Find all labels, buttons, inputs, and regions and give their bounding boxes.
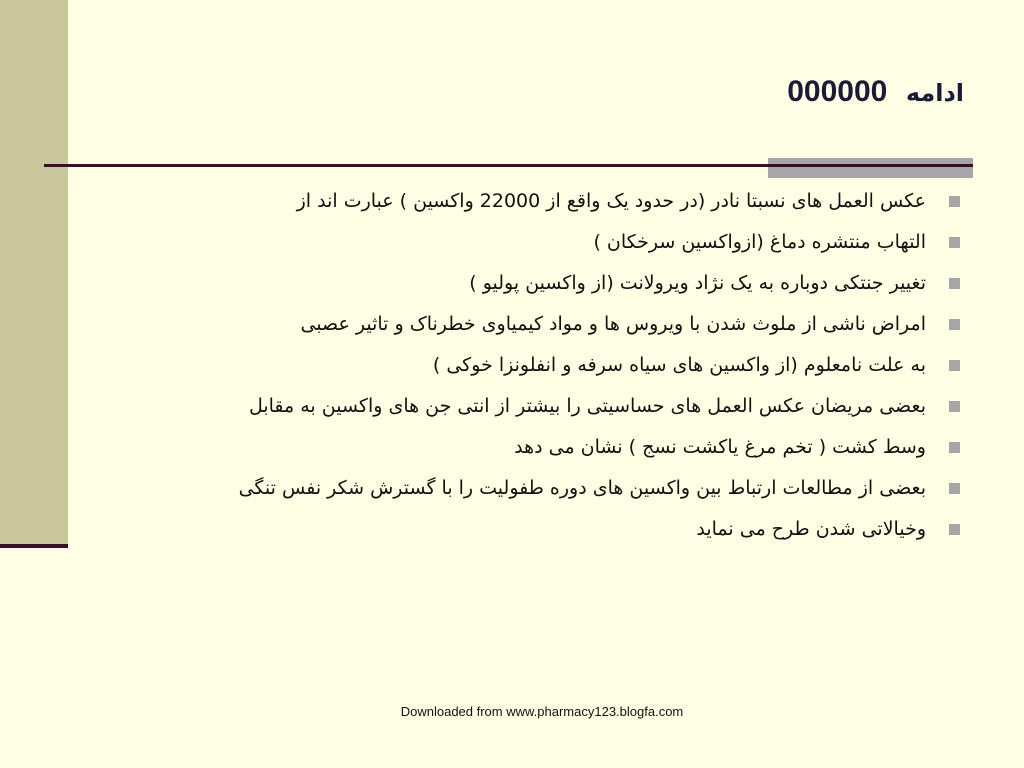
bullet-item (239, 509, 966, 550)
bullet-item (239, 468, 966, 509)
square-bullet-icon (949, 442, 960, 453)
square-bullet-icon (949, 360, 960, 371)
bullet-text: بعضی از مطالعات ارتباط بین واکسین های دوره طفولیت را با گسترش شکر نفس تنگی (238, 477, 926, 499)
left-decorative-band (0, 0, 68, 548)
square-bullet-icon (949, 319, 960, 330)
slide-title (787, 74, 964, 109)
square-bullet-icon (949, 524, 960, 535)
slide-title-number: 000000 (787, 75, 888, 108)
bullet-text: تغییر جنتکی دوباره به یک نژاد ویرولانت (از واکسین پولیو ) (469, 272, 926, 294)
bullet-text: امراض ناشی از ملوث شدن با ویروس ها و مواد کیمیاوی خطرناک و تاثیر عصبی (300, 313, 926, 335)
slide-title-word: ادامه (905, 79, 964, 107)
square-bullet-icon (949, 237, 960, 248)
bullet-list (239, 181, 966, 550)
bullet-item (239, 304, 966, 345)
bullet-text: به علت نامعلوم (از واکسین های سیاه سرفه و انفلونزا خوکی ) (432, 354, 926, 376)
bullet-text: وخیالاتی شدن طرح می نماید (696, 518, 926, 540)
bullet-item (239, 345, 966, 386)
bullet-item (239, 386, 966, 427)
bullet-text: وسط کشت ( تخم مرغ یاکشت نسج ) نشان می دهد (514, 436, 926, 458)
title-divider-rule (44, 164, 973, 167)
square-bullet-icon (949, 196, 960, 207)
square-bullet-icon (949, 401, 960, 412)
bullet-text: عکس العمل های نسبتا نادر (در حدود یک واقع از 22000 واکسین ) عبارت اند از (296, 190, 926, 212)
square-bullet-icon (949, 483, 960, 494)
bullet-text: التهاب منتشره دماغ (ازواکسین سرخکان ) (593, 231, 926, 253)
footer-source-text: Downloaded from www.pharmacy123.blogfa.com (400, 704, 684, 719)
bullet-item (239, 427, 966, 468)
bullet-item (239, 181, 966, 222)
title-accent-bar (768, 158, 973, 178)
bullet-text: بعضی مریضان عکس العمل های حساسیتی را بیشتر از انتی جن های واکسین به مقابل (248, 395, 926, 417)
square-bullet-icon (949, 278, 960, 289)
bullet-item (239, 222, 966, 263)
bullet-item (239, 263, 966, 304)
left-band-rule (0, 544, 68, 548)
